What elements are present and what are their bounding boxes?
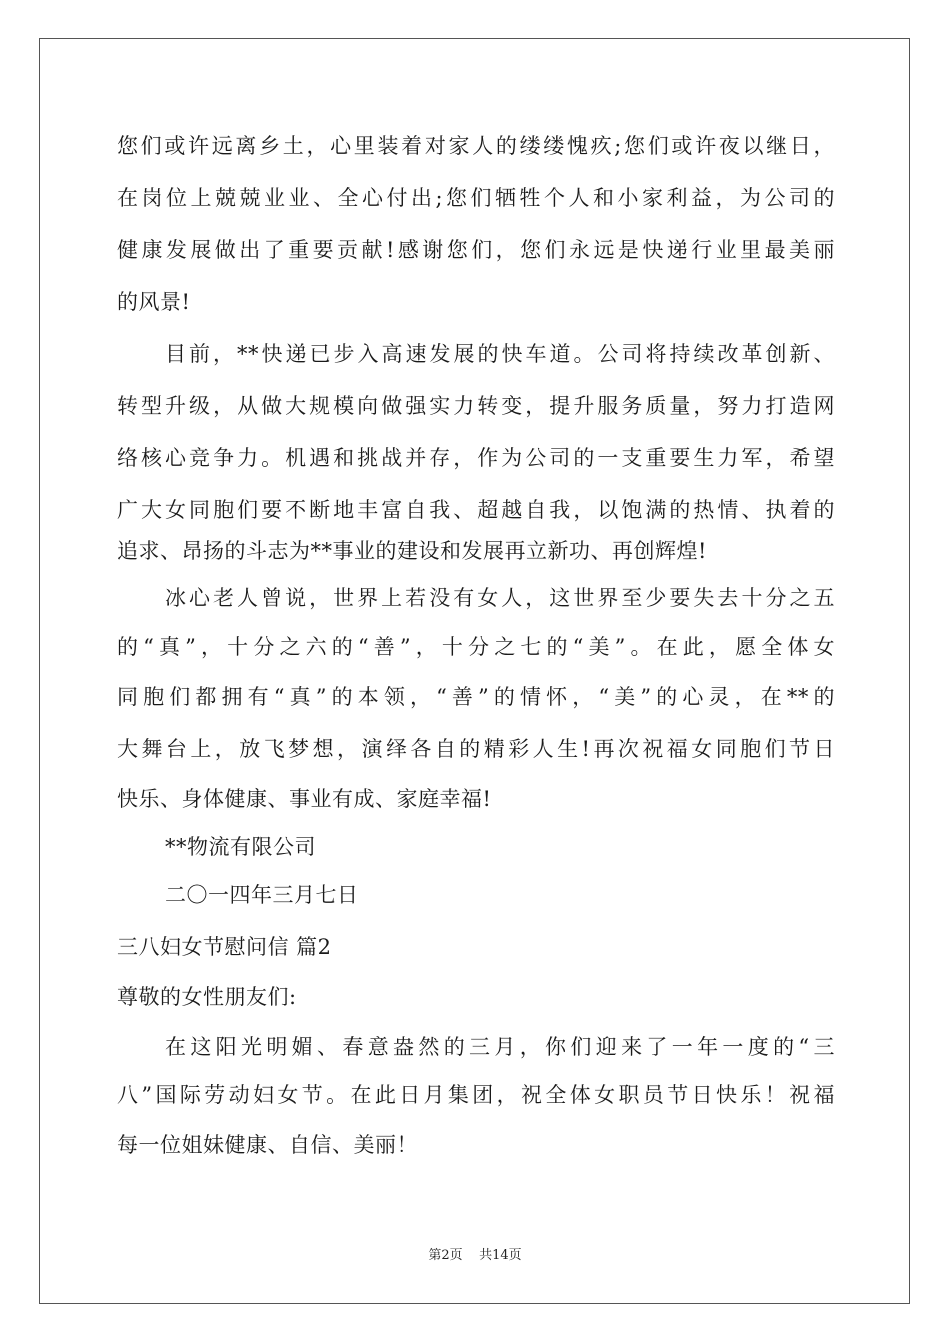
paragraph-line: 每一位姐妹健康、自信、美丽！ [117,1133,418,1157]
paragraph-line: 追求、昂扬的斗志为**事业的建设和发展再立新功、再创辉煌! [117,539,707,563]
page-border [39,38,910,1304]
paragraph-line: 目前，**快递已步入高速发展的快车道。公司将持续改革创新、 [165,342,835,366]
page-footer: 第2页 共14页 [428,1248,522,1263]
paragraph-line: 转型升级，从做大规模向做强实力转变，提升服务质量，努力打造网 [117,394,835,418]
paragraph-line: 健康发展做出了重要贡献!感谢您们，您们永远是快递行业里最美丽 [117,238,835,262]
paragraph-line: 同胞们都拥有“真”的本领，“善”的情怀，“美”的心灵，在**的 [117,685,835,709]
salutation: 尊敬的女性朋友们: [117,985,297,1009]
paragraph-line: 的风景! [117,290,191,314]
paragraph-line: 络核心竞争力。机遇和挑战并存，作为公司的一支重要生力军，希望 [117,446,835,470]
section-heading: 三八妇女节慰问信 篇2 [117,935,332,959]
paragraph-line: 的“真”，十分之六的“善”，十分之七的“美”。在此，愿全体女 [117,635,835,659]
signature-company: **物流有限公司 [165,835,316,859]
paragraph-line: 冰心老人曾说，世界上若没有女人，这世界至少要失去十分之五 [165,586,835,610]
paragraph-line: 在这阳光明媚、春意盎然的三月，你们迎来了一年一度的“三 [165,1035,835,1059]
paragraph-line: 广大女同胞们要不断地丰富自我、超越自我，以饱满的热情、执着的 [117,498,835,522]
paragraph-line: 八”国际劳动妇女节。在此日月集团，祝全体女职员节日快乐！祝福 [117,1083,835,1107]
paragraph-line: 大舞台上，放飞梦想，演绎各自的精彩人生!再次祝福女同胞们节日 [117,737,835,761]
paragraph-line: 在岗位上兢兢业业、全心付出;您们牺牲个人和小家利益，为公司的 [117,186,835,210]
paragraph-line: 快乐、身体健康、事业有成、家庭幸福! [117,787,492,811]
signature-date: 二〇一四年三月七日 [165,883,359,907]
paragraph-line: 您们或许远离乡土，心里装着对家人的缕缕愧疚;您们或许夜以继日， [117,134,835,158]
